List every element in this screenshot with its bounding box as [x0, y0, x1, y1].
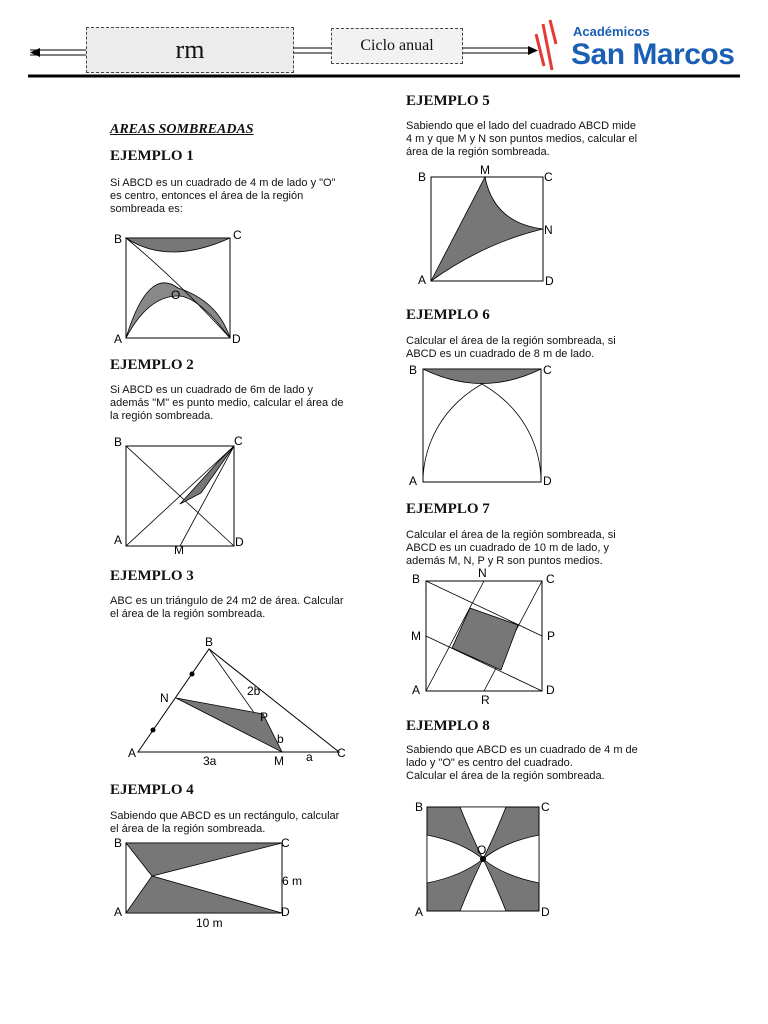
label-m: M [174, 543, 184, 557]
example-3-title: EJEMPLO 3 [110, 568, 194, 584]
shaded-bottom [126, 876, 282, 913]
example-1-figure [108, 226, 258, 348]
label-m: M [480, 163, 490, 177]
label-o: O [477, 843, 487, 857]
label-c: C [541, 800, 550, 814]
brand-name: San Marcos [571, 38, 735, 71]
label-a: A [409, 474, 418, 488]
label-d: D [546, 683, 555, 697]
example-6-text: Calcular el área de la región sombreada, si ABCD es un cuadrado de 8 m de lado. [406, 335, 616, 360]
label-b: B [114, 435, 123, 449]
label-c: C [281, 836, 290, 850]
example-6-title: EJEMPLO 6 [406, 307, 490, 323]
label-a: A [128, 746, 137, 760]
label-d: D [543, 474, 552, 488]
example-4-text: Sabiendo que ABCD es un rectángulo, calcular el área de la región sombreada. [110, 810, 340, 835]
label-c: C [543, 363, 552, 377]
label-a: A [415, 905, 424, 919]
label-d: D [281, 905, 290, 919]
label-b: B [205, 635, 214, 649]
course-name: rm [175, 35, 205, 64]
example-8-figure [412, 797, 572, 922]
shaded-top [126, 843, 282, 876]
label-n: N [478, 566, 487, 580]
example-8-title: EJEMPLO 8 [406, 718, 490, 734]
label-d: D [545, 274, 554, 288]
label-b: B [418, 170, 427, 184]
label-c: C [337, 746, 346, 760]
example-5-title: EJEMPLO 5 [406, 93, 490, 109]
brand-subtitle: Académicos [573, 24, 650, 39]
label-n: N [160, 691, 169, 705]
example-3-text: ABC es un triángulo de 24 m2 de área. Calcular el área de la región sombreada. [110, 595, 344, 620]
label-a: A [114, 332, 123, 346]
label-p: P [547, 629, 556, 643]
cycle-label: Ciclo anual [360, 37, 434, 54]
shaded-region [452, 608, 518, 670]
example-1-title: EJEMPLO 1 [110, 148, 194, 164]
label-b: B [114, 232, 123, 246]
label-m: M [274, 754, 284, 768]
example-7-title: EJEMPLO 7 [406, 501, 490, 517]
shaded-top [126, 238, 230, 252]
section-title: AREAS SOMBREADAS [110, 122, 254, 137]
cycle-box [331, 28, 463, 64]
shaded-region [423, 369, 541, 384]
label-a: A [114, 905, 123, 919]
example-8-text: Sabiendo que ABCD es un cuadrado de 4 m de lado y "O" es centro del cuadrado. Calcular el área de la región sombreada. [406, 744, 638, 782]
label-a: A [418, 273, 427, 287]
label-3a: 3a [203, 754, 217, 768]
example-7-figure [406, 566, 566, 706]
label-b: B [409, 363, 418, 377]
shaded-region [176, 698, 282, 752]
example-2-figure [108, 432, 258, 558]
example-5-figure [414, 163, 564, 291]
label-c: C [234, 434, 243, 448]
example-7-text: Calcular el área de la región sombreada, si ABCD es un cuadrado de 10 m de lado, y además M, N, P y R son puntos medios. [406, 529, 616, 567]
label-m: M [411, 629, 421, 643]
shaded-region [431, 177, 543, 281]
label-r: R [481, 693, 490, 707]
example-4-title: EJEMPLO 4 [110, 782, 194, 798]
example-2-title: EJEMPLO 2 [110, 357, 194, 373]
label-b: B [415, 800, 424, 814]
label-a: A [412, 683, 421, 697]
label-a-small: a [306, 750, 313, 764]
label-b: B [412, 572, 421, 586]
label-n: N [544, 223, 553, 237]
label-a: A [114, 533, 123, 547]
label-height: 6 m [282, 874, 303, 888]
label-width: 10 m [196, 916, 223, 930]
label-d: D [232, 332, 241, 346]
label-2b: 2b [247, 684, 261, 698]
label-o: O [171, 288, 181, 302]
label-b-small: b [277, 732, 284, 746]
example-2-text: Si ABCD es un cuadrado de 6m de lado y además "M" es punto medio, calcular el área de la región sombreada. [110, 384, 344, 422]
example-5-text: Sabiendo que el lado del cuadrado ABCD mide 4 m y que M y N son puntos medios, calcular el área de la región sombreada. [406, 120, 638, 158]
label-c: C [544, 170, 553, 184]
label-d: D [235, 535, 244, 549]
label-c: C [233, 228, 242, 242]
label-c: C [546, 572, 555, 586]
example-6-figure [406, 360, 566, 490]
logo-mark [536, 20, 556, 70]
label-p: P [260, 710, 269, 724]
label-d: D [541, 905, 550, 919]
example-1-text: Si ABCD es un cuadrado de 4 m de lado y "O" es centro, entonces el área de la región sombreada es: [110, 177, 336, 215]
example-4-figure [108, 834, 318, 934]
course-name-box [86, 27, 294, 73]
example-3-figure [125, 635, 355, 770]
label-b: B [114, 836, 123, 850]
